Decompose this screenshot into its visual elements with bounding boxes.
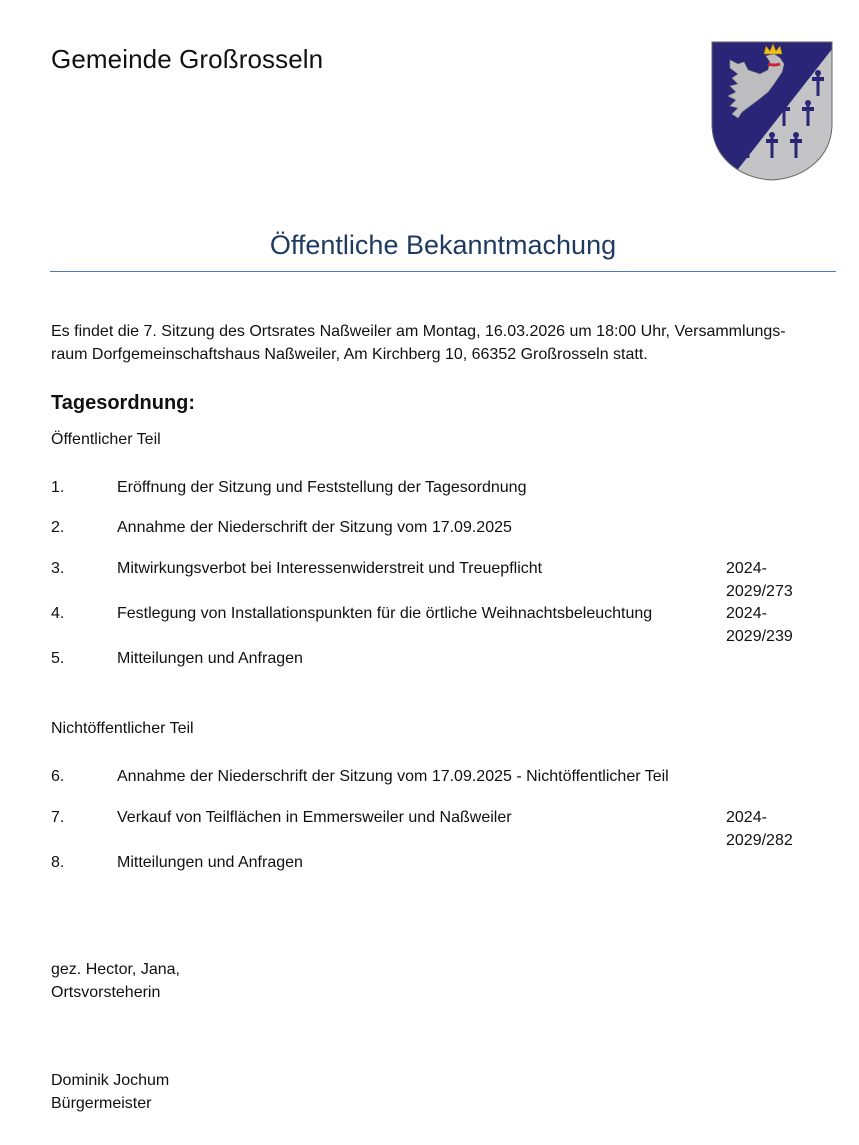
item-text: Mitteilungen und Anfragen (117, 854, 303, 871)
municipality-name: Gemeinde Großrosseln (51, 44, 324, 74)
item-number: 4. (51, 605, 65, 622)
item-reference (726, 602, 816, 648)
signature-ortsvorsteherin (51, 958, 180, 1004)
item-text: Annahme der Niederschrift der Sitzung vom 17.09.2025 - Nichtöffentlicher Teil (117, 768, 669, 785)
intro-line-2: raum Dorfgemeinschaftshaus Naßweiler, Am Kirchberg 10, 66352 Großrosseln statt. (51, 346, 648, 363)
item-number: 5. (51, 650, 65, 667)
reference-line-1: 2024- (726, 605, 767, 622)
item-text: Eröffnung der Sitzung und Feststellung der Tagesordnung (117, 479, 527, 496)
item-number: 3. (51, 560, 65, 577)
reference-line-2: 2029/282 (726, 832, 793, 849)
agenda-item (51, 516, 836, 562)
item-number: 2. (51, 519, 65, 536)
agenda-item (51, 602, 836, 648)
agenda-item (51, 806, 836, 852)
intro-paragraph (51, 320, 836, 366)
reference-line-1: 2024- (726, 560, 767, 577)
item-text: Festlegung von Installationspunkten für die örtliche Weihnachtsbeleuchtung (117, 605, 653, 622)
coat-of-arms-icon (708, 40, 836, 182)
item-text: Annahme der Niederschrift der Sitzung vom 17.09.2025 (117, 519, 512, 536)
public-section-label: Öffentlicher Teil (51, 431, 161, 448)
signature-role: Bürgermeister (51, 1095, 152, 1112)
agenda-item (51, 557, 836, 603)
agenda-item (51, 851, 836, 897)
agenda-item (51, 765, 836, 811)
intro-line-1: Es findet die 7. Sitzung des Ortsrates Naßweiler am Montag, 16.03.2026 um 18:00 Uhr, Versammlungs- (51, 323, 786, 340)
reference-line-2: 2029/239 (726, 628, 793, 645)
item-number: 6. (51, 768, 65, 785)
reference-line-2: 2029/273 (726, 583, 793, 600)
signature-name: Dominik Jochum (51, 1072, 170, 1089)
agenda-heading: Tagesordnung: (51, 392, 196, 414)
title-divider (50, 271, 836, 272)
item-reference (726, 806, 816, 852)
signature-role: Ortsvorsteherin (51, 984, 161, 1001)
item-reference (726, 557, 816, 603)
page-title: Öffentliche Bekanntmachung (269, 230, 617, 260)
item-number: 1. (51, 479, 65, 496)
signature-name: gez. Hector, Jana, (51, 961, 180, 978)
item-text: Mitwirkungsverbot bei Interessenwiderstreit und Treuepflicht (117, 560, 543, 577)
signature-buergermeister (51, 1069, 169, 1115)
agenda-item (51, 647, 836, 693)
nonpublic-section-label: Nichtöffentlicher Teil (51, 720, 194, 737)
item-number: 7. (51, 809, 65, 826)
reference-line-1: 2024- (726, 809, 767, 826)
item-text: Verkauf von Teilflächen in Emmersweiler und Naßweiler (117, 809, 512, 826)
item-number: 8. (51, 854, 65, 871)
item-text: Mitteilungen und Anfragen (117, 650, 303, 667)
